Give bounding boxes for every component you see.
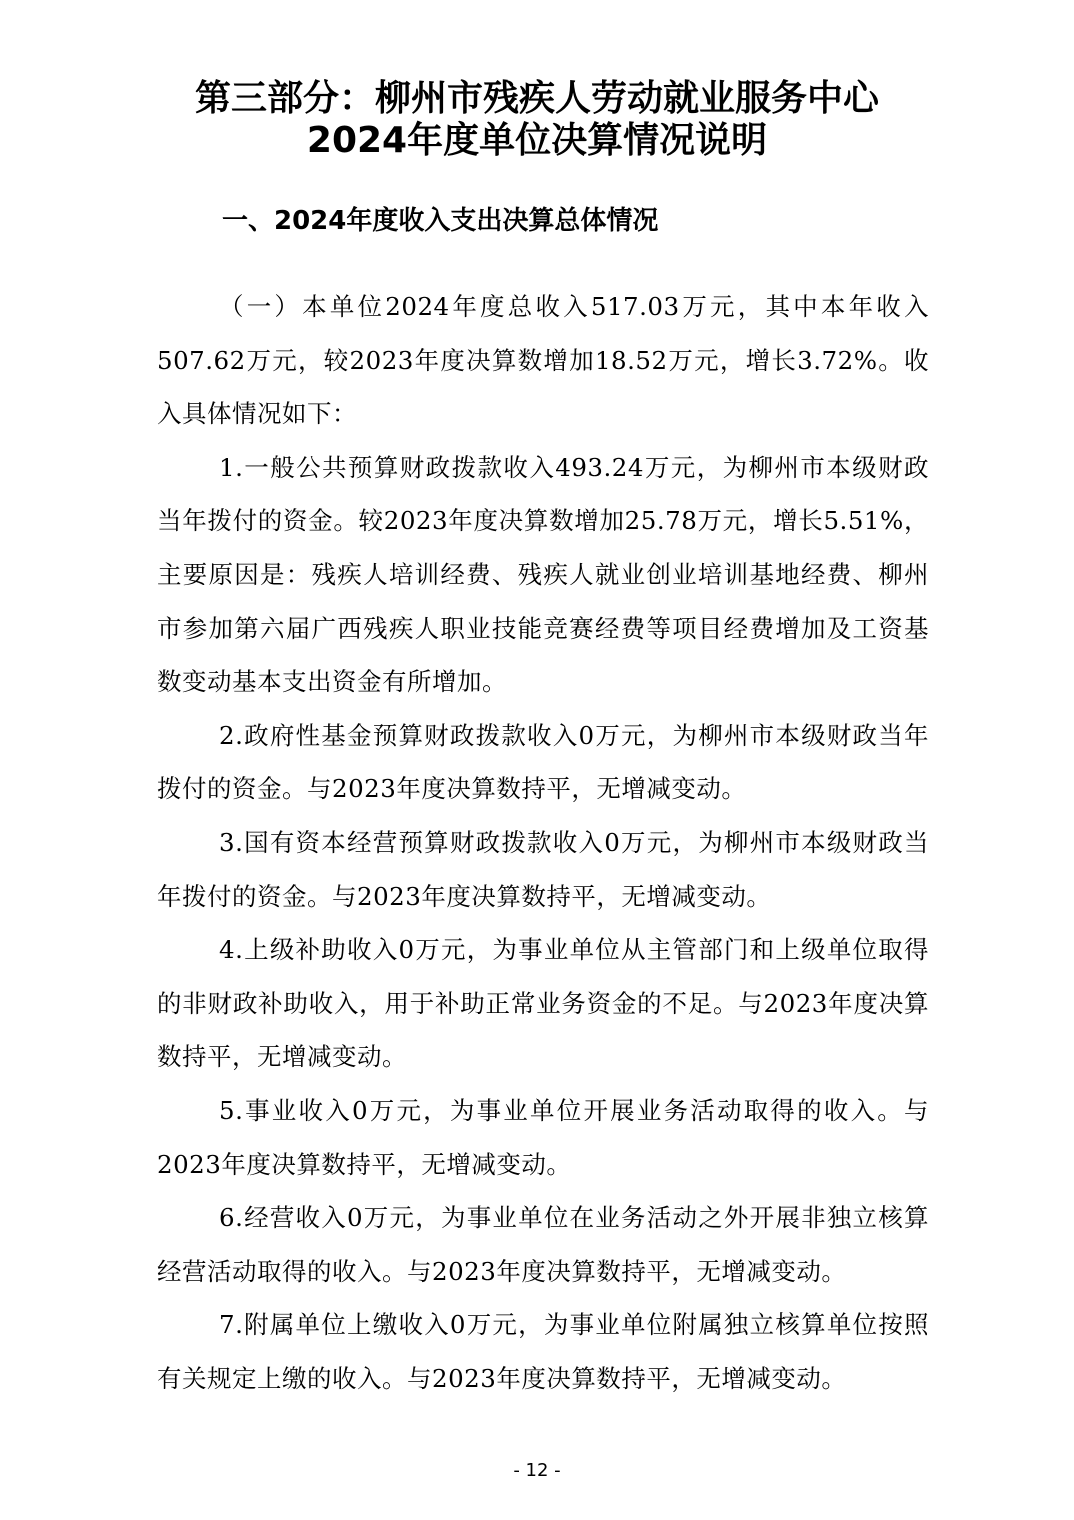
paragraph-item-6: 6.经营收入0万元，为事业单位在业务活动之外开展非独立核算经营活动取得的收入。与2023年度决算数持平，无增减变动。 [157,1203,929,1286]
document-title-line-2: 2024年度单位决算情况说明 [306,120,768,161]
paragraph-item-5: 5.事业收入0万元，为事业单位开展业务活动取得的收入。与2023年度决算数持平，无增减变动。 [157,1095,929,1179]
paragraph-item-3: 3.国有资本经营预算财政拨款收入0万元，为柳州市本级财政当年拨付的资金。与2023年度决算数持平，无增减变动。 [157,827,929,911]
page-number: - 12 - [513,1460,561,1481]
paragraph-item-2: 2.政府性基金预算财政拨款收入0万元，为柳州市本级财政当年拨付的资金。与2023年度决算数持平，无增减变动。 [157,720,929,804]
paragraph-item-4: 4.上级补助收入0万元，为事业单位从主管部门和上级单位取得的非财政补助收入，用于补助正常业务资金的不足。与2023年度决算数持平，无增减变动。 [157,935,929,1072]
paragraph-item-7: 7.附属单位上缴收入0万元，为事业单位附属独立核算单位按照有关规定上缴的收入。与2023年度决算数持平，无增减变动。 [157,1310,929,1393]
paragraph-item-1: 1.一般公共预算财政拨款收入493.24万元，为柳州市本级财政当年拨付的资金。较2023年度决算数增加25.78万元，增长5.51%，主要原因是：残疾人培训经费、残疾人就业创业培训基地经费、柳州市参加第六届广西残疾人职业技能竞赛经费等项目经费增加及工资基数变动基本支出资金有所增加。 [157,452,929,697]
paragraph-overview: （一）本单位2024年度总收入517.03万元，其中本年收入507.62万元，较2023年度决算数增加18.52万元，增长3.72%。收入具体情况如下： [157,292,929,429]
document-body [157,280,929,1405]
document-title-line-1: 第三部分：柳州市残疾人劳动就业服务中心 [194,78,879,119]
section-heading: 一、2024年度收入支出决算总体情况 [222,206,659,236]
